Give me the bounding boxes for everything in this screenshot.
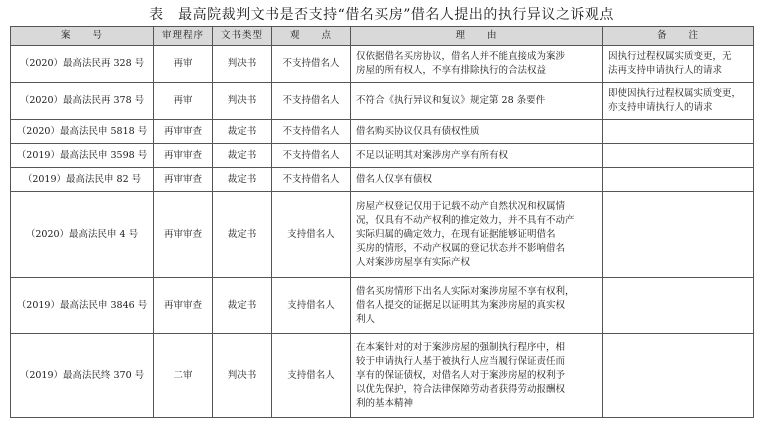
procedure-cell: 再审审查 bbox=[154, 120, 213, 144]
case-number-cell: （2020）最高法民再 328 号 bbox=[11, 46, 154, 83]
procedure-cell: 再审审查 bbox=[154, 168, 213, 192]
note-cell bbox=[603, 334, 754, 418]
note-cell bbox=[603, 192, 754, 278]
case-number-cell: （2020）最高法民再 378 号 bbox=[11, 83, 154, 120]
table-row bbox=[11, 334, 754, 418]
reason-cell: 借名人仅享有债权 bbox=[351, 168, 603, 192]
table-caption: 表 最高院裁判文书是否支持“借名买房”借名人提出的执行异议之诉观点 bbox=[149, 7, 614, 23]
procedure-cell: 再审 bbox=[154, 83, 213, 120]
header-reason: 理 由 bbox=[351, 27, 603, 46]
note-cell bbox=[603, 144, 754, 168]
note-cell: 即使因执行过程权属实质变更， 亦支持申请执行人的请求 bbox=[603, 83, 754, 120]
view-cell: 支持借名人 bbox=[272, 334, 351, 418]
doc-type-cell: 裁定书 bbox=[213, 120, 272, 144]
doc-type-cell: 裁定书 bbox=[213, 192, 272, 278]
header-procedure: 审理程序 bbox=[154, 27, 213, 46]
case-number-cell: （2020）最高法民申 5818 号 bbox=[11, 120, 154, 144]
procedure-cell: 二审 bbox=[154, 334, 213, 418]
reason-cell: 借名购买协议仅具有债权性质 bbox=[351, 120, 603, 144]
reason-cell: 房屋产权登记仅用于记载不动产自然状况和权属情 况，仅具有不动产权利的推定效力，并不具有不动产 实际归属的确定效力，在现有证据能够证明借名 买房的情形，不动产权属的登记状态并不影响借名 人对案涉房屋享有实际产权 bbox=[351, 192, 603, 278]
table-row bbox=[11, 46, 754, 83]
view-cell: 不支持借名人 bbox=[272, 144, 351, 168]
view-cell: 支持借名人 bbox=[272, 278, 351, 334]
view-cell: 支持借名人 bbox=[272, 192, 351, 278]
reason-cell: 在本案针对的对于案涉房屋的强制执行程序中，相 较于申请执行人基于被执行人应当履行保证责任而 享有的保证债权，对借名人对于案涉房屋的权利予 以优先保护，符合法律保障劳动者获得劳动报酬权 利的基本精神 bbox=[351, 334, 603, 418]
table-row bbox=[11, 192, 754, 278]
header-row bbox=[11, 27, 754, 46]
doc-type-cell: 裁定书 bbox=[213, 168, 272, 192]
table-row bbox=[11, 144, 754, 168]
header-view: 观 点 bbox=[272, 27, 351, 46]
procedure-cell: 再审审查 bbox=[154, 278, 213, 334]
doc-type-cell: 判决书 bbox=[213, 83, 272, 120]
view-cell: 不支持借名人 bbox=[272, 46, 351, 83]
case-number-cell: （2019）最高法民申 3598 号 bbox=[11, 144, 154, 168]
header-note: 备 注 bbox=[603, 27, 754, 46]
reason-cell: 仅依据借名买房协议，借名人并不能直接成为案涉 房屋的所有权人，不享有排除执行的合法权益 bbox=[351, 46, 603, 83]
header-doc-type: 文书类型 bbox=[213, 27, 272, 46]
case-number-cell: （2019）最高法民终 370 号 bbox=[11, 334, 154, 418]
procedure-cell: 再审审查 bbox=[154, 192, 213, 278]
note-cell bbox=[603, 120, 754, 144]
table-row bbox=[11, 278, 754, 334]
note-cell bbox=[603, 168, 754, 192]
procedure-cell: 再审 bbox=[154, 46, 213, 83]
case-number-cell: （2020）最高法民申 4 号 bbox=[11, 192, 154, 278]
case-number-cell: （2019）最高法民申 82 号 bbox=[11, 168, 154, 192]
header-case-no: 案 号 bbox=[11, 27, 154, 46]
reason-cell: 不符合《执行异议和复议》规定第 28 条要件 bbox=[351, 83, 603, 120]
note-cell bbox=[603, 278, 754, 334]
reason-cell: 不足以证明其对案涉房产享有所有权 bbox=[351, 144, 603, 168]
view-cell: 不支持借名人 bbox=[272, 120, 351, 144]
doc-type-cell: 裁定书 bbox=[213, 278, 272, 334]
case-number-cell: （2019）最高法民申 3846 号 bbox=[11, 278, 154, 334]
doc-type-cell: 判决书 bbox=[213, 46, 272, 83]
note-cell: 因执行过程权属实质变更，无 法再支持申请执行人的请求 bbox=[603, 46, 754, 83]
procedure-cell: 再审审查 bbox=[154, 144, 213, 168]
reason-cell: 借名买房情形下出名人实际对案涉房屋不享有权利， 借名人提交的证据足以证明其为案涉房屋的真实权 利人 bbox=[351, 278, 603, 334]
table-row bbox=[11, 168, 754, 192]
table-row bbox=[11, 120, 754, 144]
doc-type-cell: 判决书 bbox=[213, 334, 272, 418]
cases-table bbox=[10, 26, 754, 418]
table-row bbox=[11, 83, 754, 120]
view-cell: 不支持借名人 bbox=[272, 83, 351, 120]
doc-type-cell: 裁定书 bbox=[213, 144, 272, 168]
view-cell: 不支持借名人 bbox=[272, 168, 351, 192]
